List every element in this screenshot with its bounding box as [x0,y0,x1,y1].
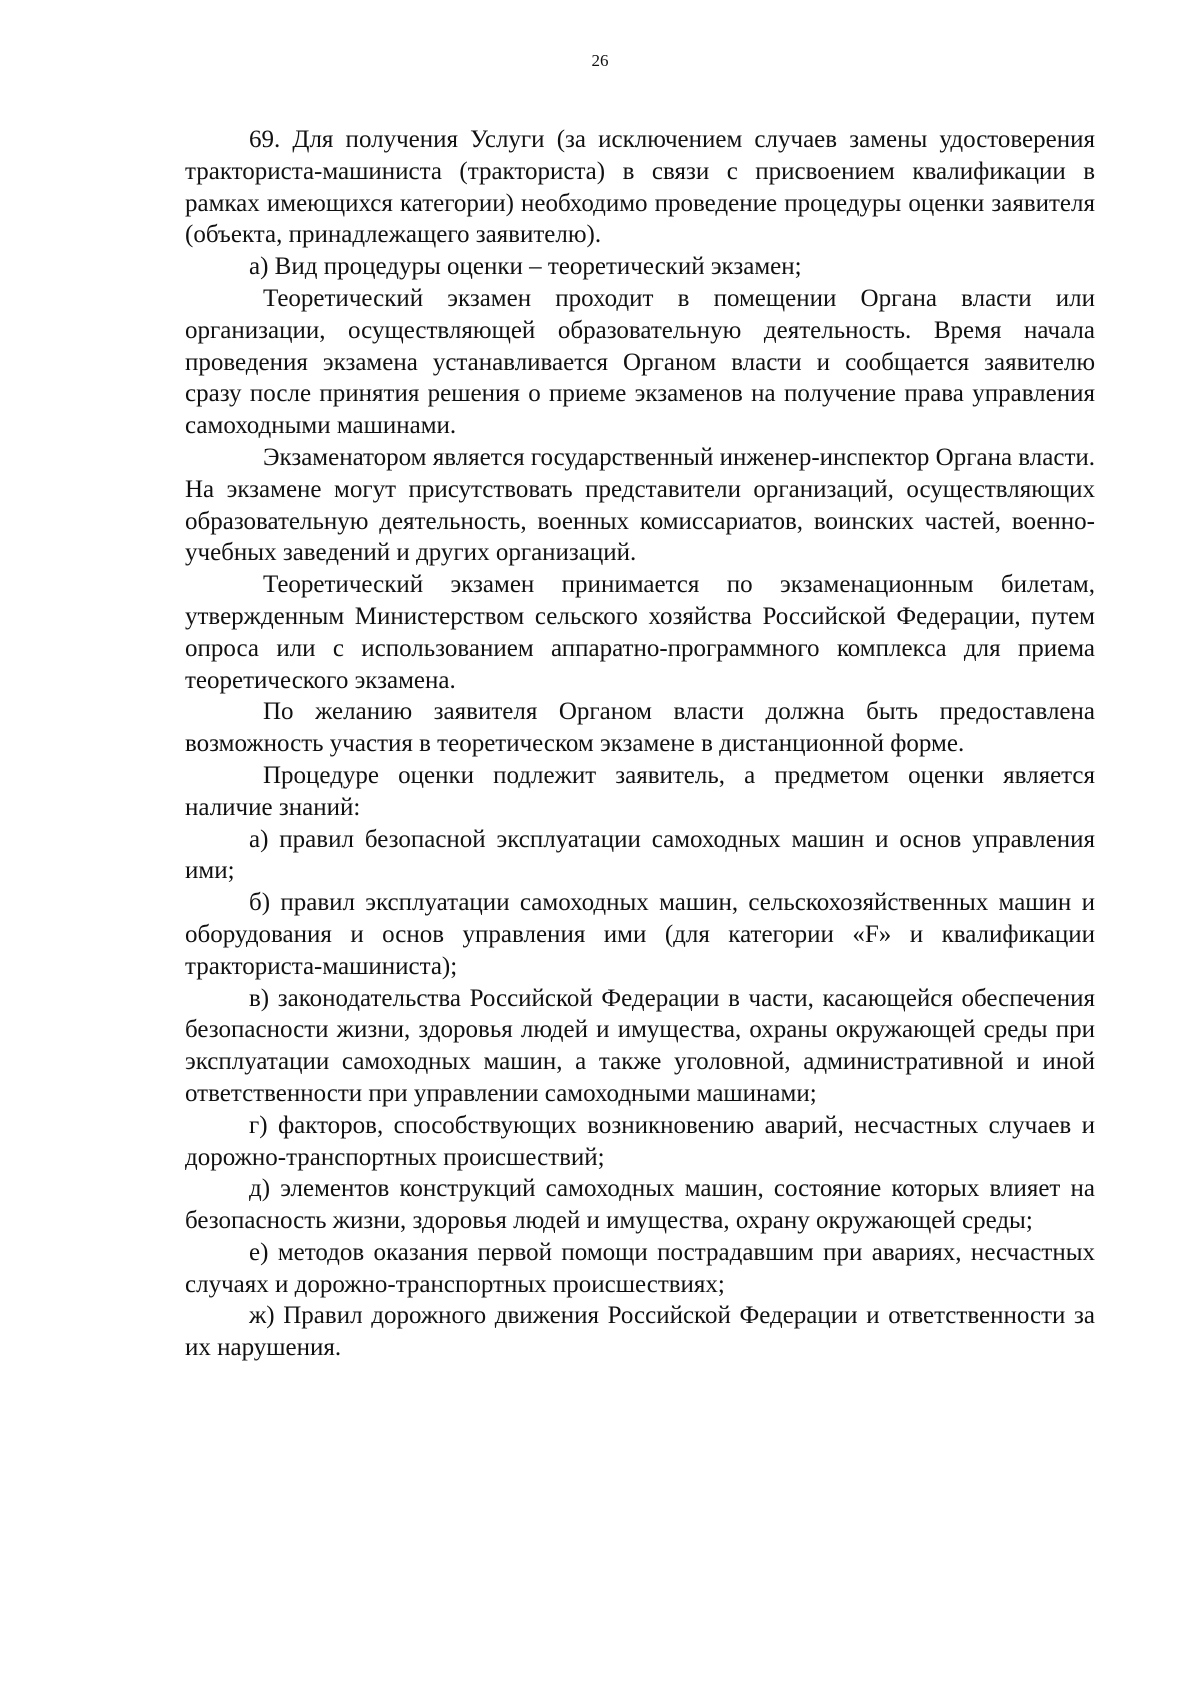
paragraph-exam-tickets: Теоретический экзамен принимается по экзаменационным билетам, утвержденным Министерством сельского хозяйства Российской Федерации, путем опроса или с использованием аппаратно-программного комплекса для приема теоретического экзамена. [185,571,1095,694]
list-item-e: е) методов оказания первой помощи пострадавшим при авариях, несчастных случаях и дорожно-транспортных происшествиях; [185,1238,1095,1298]
page-number: 26 [591,51,609,70]
list-item-v: в) законодательства Российской Федерации в части, касающейся обеспечения безопасности жизни, здоровья людей и имущества, охраны окружающей среды при эксплуатации самоходных машин, а также уголовной, административной и иной ответственности при управлении самоходными машинами; [185,984,1095,1107]
paragraph-exam-location: Теоретический экзамен проходит в помещении Органа власти или организации, осуществляющей образовательную деятельность. Время начала проведения экзамена устанавливается Органом власти и сообщается заявителю сразу после принятия решения о приеме экзаменов на получение права управления самоходными машинами. [185,284,1095,440]
paragraph-remote-exam: По желанию заявителя Органом власти должна быть предоставлена возможность участия в теоретическом экзамене в дистанционной форме. [185,698,1095,758]
list-item-g: г) факторов, способствующих возникновению аварий, несчастных случаев и дорожно-транспортных происшествий; [185,1111,1095,1171]
list-item-d: д) элементов конструкций самоходных машин, состояние которых влияет на безопасность жизни, здоровья людей и имущества, охрану окружающей среды; [185,1175,1095,1235]
list-item-zh: ж) Правил дорожного движения Российской Федерации и ответственности за их нарушения. [185,1302,1095,1362]
list-item-b: б) правил эксплуатации самоходных машин, сельскохозяйственных машин и оборудования и основ управления ими (для категории «F» и квалификации тракториста-машиниста); [185,889,1095,980]
list-item-a: а) правил безопасной эксплуатации самоходных машин и основ управления ими; [185,825,1095,885]
paragraph-assessment-type: а) Вид процедуры оценки – теоретический экзамен; [249,253,802,281]
paragraph-assessment-subject: Процедуре оценки подлежит заявитель, а предметом оценки является наличие знаний: [185,761,1095,821]
paragraph-69: 69. Для получения Услуги (за исключением случаев замены удостоверения тракториста-машиниста (тракториста) в связи с присвоением квалификации в рамках имеющихся категории) необходимо проведение процедуры оценки заявителя (объекта, принадлежащего заявителю). [185,126,1095,249]
paragraph-examiner: Экзаменатором является государственный инженер-инспектор Органа власти. На экзамене могут присутствовать представители организаций, осуществляющих образовательную деятельность, военных комиссариатов, воинских частей, военно-учебных заведений и других организаций. [185,443,1095,567]
document-body [185,124,1095,1364]
